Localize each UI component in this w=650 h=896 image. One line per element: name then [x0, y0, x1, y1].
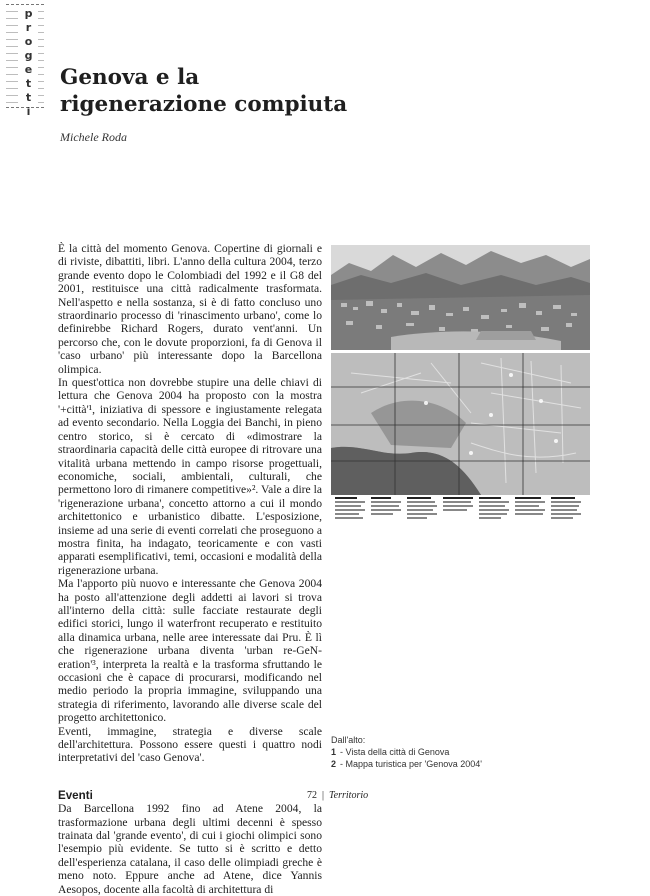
- section-tab: [6, 4, 44, 119]
- footer-separator: |: [322, 790, 325, 801]
- city-view-photo: [331, 245, 590, 350]
- page-footer: [307, 790, 368, 801]
- legend-column: [443, 497, 477, 513]
- magazine-name: Territorio: [329, 790, 369, 801]
- paragraph-5: Da Barcellona 1992 fino ad Atene 2004, la trasformazione urbana degli ultimi decenni è spesso trainata dal 'grande evento', di cui i giochi olimpici sono l'esempio più evidente. Se tutto si è scritto e detto dell'esperienza catalana, il caso delle olimpiadi greche è meno noto. Eppure anche ad Atene, dice Yannis Aesopos, docente alla facoltà di architettura di: [58, 802, 322, 896]
- caption-number: 1: [331, 747, 337, 757]
- caption-item-1: [331, 746, 531, 758]
- legend-column: [407, 497, 441, 521]
- paragraph-2: In quest'ottica non dovrebbe stupire una delle chiavi di lettura che Genova 2004 ha proposto con la mostra '+città'¹, iniziativa di spessore e ingiustamente relegata ad evento secondario. Nella Loggia dei Banchi, in pieno centro storico, si è cercato di «dimostrare la straordinaria capacità delle città europee di ritrovare una vitalità urbana mettendo in campo risorse progettuali, economiche, sociali, ambientali, culturali, che permettono loro di rimanere competitive»². Vale a dire la 'rigenerazione urbana', concetto attorno a cui il mondo architettonico e urbanistico dibatte. L'esposizione, insieme ad una serie di eventi correlati che proseguono a mostra finita, ha indagato, teoricamente e con vasti apparati esemplificativi, temi, occasioni e modalità della rigenerazione urbana.: [58, 376, 322, 577]
- image-captions: [331, 734, 531, 770]
- title-line-2: rigenerazione compiuta: [60, 92, 348, 117]
- article-title: [60, 64, 360, 118]
- caption-item-2: [331, 758, 531, 770]
- paragraph-1: È la città del momento Genova. Copertine di giornali e di riviste, dibattiti, libri. L'anno della cultura 2004, terzo grande evento dopo le Colombiadi del 1992 e il G8 del 2001, restituisce una città radicalmente trasformata. Nell'aspetto e nella sostanza, si è di fatto concluso uno straordinario processo di 'rinascimento urbano', come lo definirebbe Richard Rogers, durato vent'anni. Un percorso che, con le dovute proporzioni, fa di Genova il 'caso urbano' più interessante dopo la Barcellona olimpica.: [58, 242, 322, 376]
- legend-column: [515, 497, 549, 517]
- caption-intro: Dall'alto:: [331, 735, 366, 745]
- legend-column: [479, 497, 513, 521]
- section-label: progetti: [18, 7, 38, 107]
- caption-text: - Vista della città di Genova: [340, 747, 450, 757]
- caption-text: - Mappa turistica per 'Genova 2004': [340, 759, 483, 769]
- article-author: Michele Roda: [60, 130, 127, 144]
- paragraph-4: Eventi, immagine, strategia e diverse scale dell'architettura. Possono essere questi i quattro nodi interpretativi del 'caso Genova'.: [58, 724, 322, 765]
- tourist-map-illustration: [331, 353, 590, 495]
- city-view-illustration: [331, 245, 590, 350]
- caption-number: 2: [331, 759, 337, 769]
- legend-column: [335, 497, 369, 521]
- paragraph-3: Ma l'apporto più nuovo e interessante che Genova 2004 ha posto all'attenzione degli addetti ai lavori si trova all'interno della città: sulle facciate restaurate degli edifici storici, lungo il waterfront recuperato e restituito alla dinamica urbana, nelle aree interessate dai Pru. È lì che rigenerazione urbana diventa 'urban re-GeN-eration'³, interpreta la realtà e la trasforma sfruttando le occasioni che è capace di procurarsi, modificando nel medio periodo la propria immagine, sviluppando una strategia di riferimento, lavorando alle diverse scale del progetto architettonico.: [58, 577, 322, 725]
- map-legend: [331, 497, 590, 529]
- page-number: 72: [307, 790, 317, 801]
- section-heading-eventi: Eventi: [58, 788, 93, 802]
- title-line-1: Genova e la: [60, 65, 200, 90]
- legend-column: [551, 497, 585, 521]
- body-column: [58, 242, 325, 896]
- tourist-map: [331, 353, 590, 495]
- legend-column: [371, 497, 405, 517]
